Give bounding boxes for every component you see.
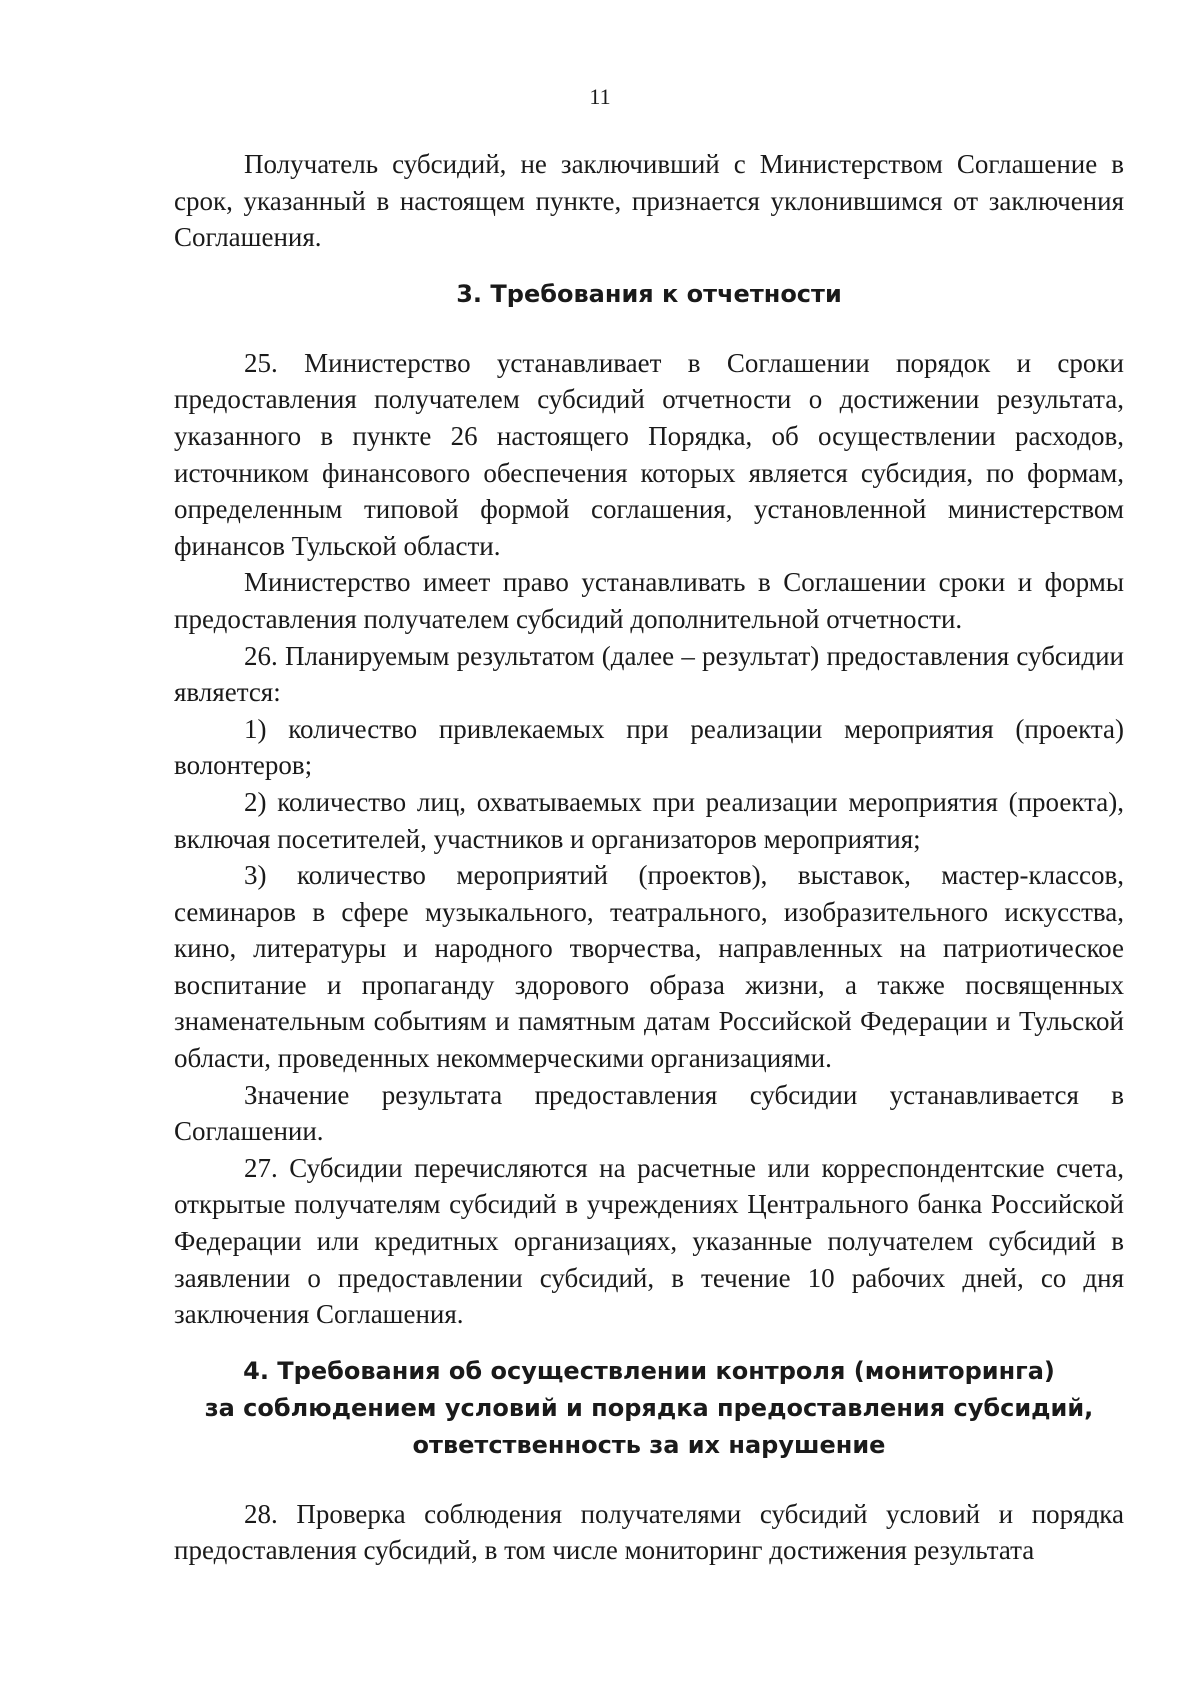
section-4-heading-line: ответственность за их нарушение xyxy=(412,1430,886,1459)
list-item-1: 1) количество привлекаемых при реализации мероприятия (проекта) волонтеров; xyxy=(174,713,1124,781)
section-3-heading: 3. Требования к отчетности xyxy=(456,279,842,308)
paragraph: Значение результата предоставления субсидии устанавливается в Соглашении. xyxy=(174,1079,1124,1147)
document-body xyxy=(174,146,1124,1569)
paragraph-28: 28. Проверка соблюдения получателями субсидий условий и порядка предоставления субсидий, в том числе мониторинг достижения результата xyxy=(174,1498,1124,1566)
paragraph-25: 25. Министерство устанавливает в Соглашении порядок и сроки предоставления получателем субсидий отчетности о достижении результата, указанного в пункте 26 настоящего Порядка, об осуществлении расходов, источником финансового обеспечения которых является субсидия, по формам, определенным типовой формой соглашения, установленной министерством финансов Тульской области. xyxy=(174,347,1124,561)
paragraph: Министерство имеет право устанавливать в Соглашении сроки и формы предоставления получателем субсидий дополнительной отчетности. xyxy=(174,567,1124,634)
list-item-2: 2) количество лиц, охватываемых при реализации мероприятия (проекта), включая посетителей, участников и организаторов мероприятия; xyxy=(174,786,1124,854)
paragraph-26: 26. Планируемым результатом (далее – результат) предоставления субсидии является: xyxy=(174,640,1124,708)
list-item-3: 3) количество мероприятий (проектов), выставок, мастер-классов, семинаров в сфере музыкального, театрального, изобразительного искусства, кино, литературы и народного творчества, направленных на патриотическое воспитание и пропаганду здорового образа жизни, а также посвященных знаменательным событиям и памятным датам Российской Федерации и Тульской области, проведенных некоммерческими организациями. xyxy=(174,860,1124,1074)
paragraph: Получатель субсидий, не заключивший с Министерством Соглашение в срок, указанный в настоящем пункте, признается уклонившимся от заключения Соглашения. xyxy=(174,149,1124,253)
section-4-heading-line: 4. Требования об осуществлении контроля (мониторинга) xyxy=(243,1356,1055,1385)
section-4-heading xyxy=(174,1353,1124,1464)
page-number: 11 xyxy=(589,84,611,109)
section-4-heading-line: за соблюдением условий и порядка предоставления субсидий, xyxy=(204,1393,1094,1422)
paragraph-27: 27. Субсидии перечисляются на расчетные или корреспондентские счета, открытые получателям субсидий в учреждениях Центрального банка Российской Федерации или кредитных организациях, указанные получателем субсидий в заявлении о предоставлении субсидий, в течение 10 рабочих дней, со дня заключения Соглашения. xyxy=(174,1152,1124,1330)
